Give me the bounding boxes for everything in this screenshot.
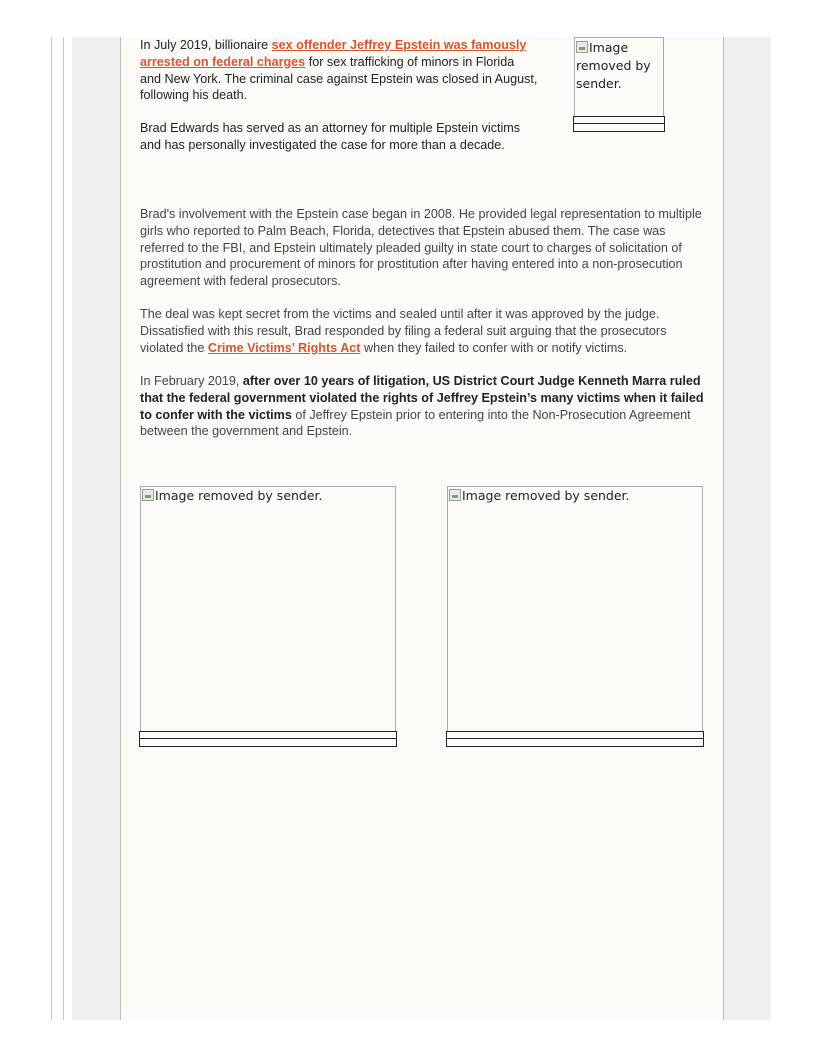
broken-image-icon [142,489,154,501]
broken-image-icon [576,41,588,53]
involvement-paragraph: Brad's involvement with the Epstein case began in 2008. He provided legal representation to multiple girls who reported to Palm Beach, Florida, detectives that Epstein abused them. The case was referred to the FBI, and Epstein ultimately pleaded guilty in state court to charges of solicitation of prostitution and procurement of minors for prostitution after having entered into a non-prosecution agreement with federal prosecutors. [140,207,702,289]
margin-line [63,37,64,1020]
left-gutter [72,37,120,1020]
attorney-paragraph: Brad Edwards has served as an attorney for multiple Epstein victims and has personally investigated the case for more than a decade. [140,121,521,152]
epstein-arrest-link[interactable]: sex offender Jeffrey Epstein was famously arrested on federal charges [140,38,527,69]
side-image-caption [573,116,665,132]
side-image-placeholder: Image removed by sender. [574,37,664,117]
bottom-image-left-caption [139,731,397,747]
right-gutter [723,37,771,1020]
bottom-image-right-caption [446,731,704,747]
bottom-image-right: Image removed by sender. [447,486,703,732]
broken-image-icon [449,489,461,501]
intro-paragraph: In July 2019, billionaire sex offender Jeffrey Epstein was famously arrested on federal charges for sex trafficking of minors in Florida and New York. The criminal case against Epstein was closed in August, following his death. [140,38,538,103]
deal-paragraph: The deal was kept secret from the victims and sealed until after it was approved by the judge. Dissatisfied with this result, Brad responded by filing a federal suit arguing that the prosecutors violated the Crime Victims’ Rights Act when they failed to confer with or notify victims. [140,307,667,355]
margin-line [51,37,52,1020]
bottom-image-left: Image removed by sender. [140,486,396,732]
ruling-paragraph: In February 2019, after over 10 years of litigation, US District Court Judge Kenneth Marra ruled that the federal government violated the rights of Jeffrey Epstein’s many victims when it failed to confer with the victims of Jeffrey Epstein prior to entering into the Non-Prosecution Agreement between the government and Epstein. [140,374,704,439]
crime-victims-rights-act-link[interactable]: Crime Victims’ Rights Act [207,340,361,355]
